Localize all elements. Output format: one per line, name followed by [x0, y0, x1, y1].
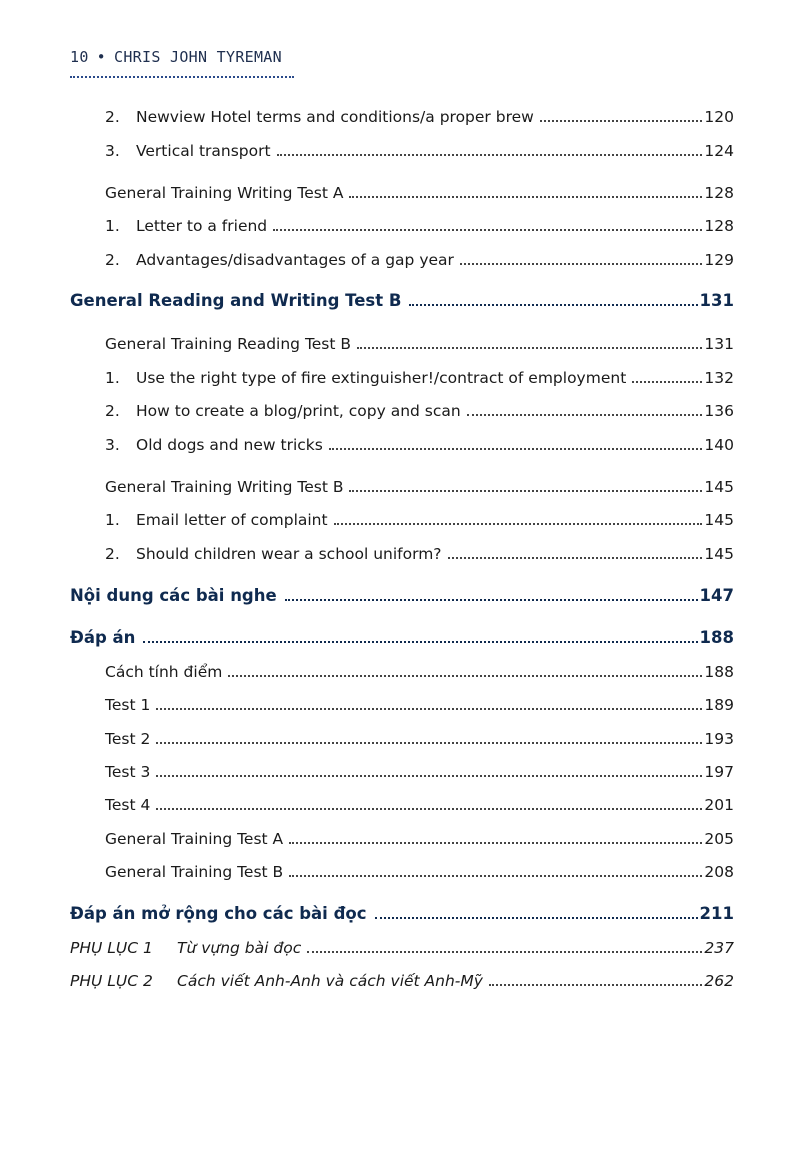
dot-leader — [289, 875, 702, 877]
dot-leader — [329, 448, 703, 450]
entry-page: 205 — [704, 830, 734, 848]
dot-leader — [632, 381, 702, 383]
entry-title: General Training Reading Test B — [105, 335, 352, 353]
toc-subsection — [105, 794, 734, 816]
entry-number: 2. — [105, 251, 120, 269]
toc-entry — [105, 106, 734, 128]
entry-page: 131 — [704, 335, 734, 353]
section-page: 131 — [699, 291, 734, 310]
entry-title: Test 2 — [105, 730, 151, 748]
entry-page: 201 — [704, 796, 734, 814]
entry-page: 129 — [704, 251, 734, 269]
entry-number: 1. — [105, 511, 120, 529]
dot-leader — [349, 490, 702, 492]
entry-page: 189 — [704, 696, 734, 714]
dot-leader — [285, 599, 698, 601]
entry-page: 132 — [704, 369, 734, 387]
entry-title: Từ vựng bài đọc — [177, 939, 302, 957]
toc-entry — [105, 215, 734, 237]
section-page: 211 — [699, 904, 734, 923]
entry-title: General Training Test A — [105, 830, 284, 848]
entry-title: Letter to a friend — [136, 217, 268, 235]
entry-page: 128 — [704, 217, 734, 235]
section-title: General Reading and Writing Test B — [70, 291, 402, 310]
toc-subsection — [105, 476, 734, 498]
dot-leader — [143, 641, 697, 643]
entry-page: 136 — [704, 402, 734, 420]
toc-entry — [105, 249, 734, 271]
entry-number: 2. — [105, 402, 120, 420]
entry-title: Advantages/disadvantages of a gap year — [136, 251, 454, 269]
dot-leader — [156, 742, 702, 744]
entry-title: Email letter of complaint — [136, 511, 328, 529]
dot-leader — [289, 842, 702, 844]
entry-number: 1. — [105, 369, 120, 387]
dot-leader — [448, 557, 703, 559]
entry-page: 145 — [704, 511, 734, 529]
author-name: CHRIS JOHN TYREMAN — [114, 48, 282, 66]
dot-leader — [334, 523, 703, 525]
entry-title: General Training Writing Test B — [105, 478, 344, 496]
entry-title: How to create a blog/print, copy and scan — [136, 402, 461, 420]
entry-page: 120 — [704, 108, 734, 126]
page-number: 10 — [70, 48, 89, 66]
section-title: Nội dung các bài nghe — [70, 586, 277, 605]
toc-subsection — [105, 333, 734, 355]
entry-title: Test 1 — [105, 696, 151, 714]
dot-leader — [409, 304, 697, 306]
dot-leader — [156, 708, 702, 710]
entry-title: Vertical transport — [136, 142, 271, 160]
toc-appendix — [70, 937, 734, 959]
entry-title: General Training Writing Test A — [105, 184, 344, 202]
dot-leader — [467, 414, 703, 416]
entry-page: 193 — [704, 730, 734, 748]
toc-entry — [105, 400, 734, 422]
toc-section — [70, 290, 734, 312]
entry-number: 3. — [105, 436, 120, 454]
dot-leader — [228, 675, 702, 677]
entry-page: 188 — [704, 663, 734, 681]
toc-subsection — [105, 828, 734, 850]
header-separator: • — [96, 48, 107, 66]
section-page: 188 — [699, 628, 734, 647]
entry-page: 140 — [704, 436, 734, 454]
entry-page: 145 — [704, 545, 734, 563]
entry-title: Should children wear a school uniform? — [136, 545, 442, 563]
dot-leader — [156, 775, 702, 777]
toc-entry — [105, 543, 734, 565]
appendix-label: PHỤ LỤC 1 — [70, 939, 153, 957]
dot-leader — [156, 808, 702, 810]
dot-leader — [489, 984, 702, 986]
entry-page: 237 — [704, 939, 734, 957]
entry-title: Old dogs and new tricks — [136, 436, 323, 454]
entry-title: General Training Test B — [105, 863, 284, 881]
entry-title: Newview Hotel terms and conditions/a proper brew — [136, 108, 534, 126]
toc-section — [70, 585, 734, 607]
entry-page: 262 — [704, 972, 734, 990]
dot-leader — [273, 229, 702, 231]
entry-title: Use the right type of fire extinguisher!/contract of employment — [136, 369, 627, 387]
toc-subsection — [105, 182, 734, 204]
entry-title: Cách tính điểm — [105, 663, 223, 681]
entry-number: 3. — [105, 142, 120, 160]
entry-number: 2. — [105, 108, 120, 126]
dot-leader — [460, 263, 703, 265]
toc-entry — [105, 367, 734, 389]
dot-leader — [375, 917, 698, 919]
entry-title: Test 3 — [105, 763, 151, 781]
dot-leader — [349, 196, 702, 198]
dot-leader — [357, 347, 702, 349]
entry-number: 1. — [105, 217, 120, 235]
appendix-label: PHỤ LỤC 2 — [70, 972, 153, 990]
toc-section — [70, 627, 734, 649]
dot-leader — [307, 951, 702, 953]
toc-subsection — [105, 728, 734, 750]
entry-title: Test 4 — [105, 796, 151, 814]
toc-subsection — [105, 661, 734, 683]
entry-page: 197 — [704, 763, 734, 781]
toc-entry — [105, 434, 734, 456]
entry-number: 2. — [105, 545, 120, 563]
section-title: Đáp án — [70, 628, 136, 647]
entry-page: 145 — [704, 478, 734, 496]
toc-section — [70, 903, 734, 925]
section-title: Đáp án mở rộng cho các bài đọc — [70, 904, 367, 923]
entry-page: 208 — [704, 863, 734, 881]
dot-leader — [277, 154, 703, 156]
toc-subsection — [105, 861, 734, 883]
toc-subsection — [105, 761, 734, 783]
toc-subsection — [105, 694, 734, 716]
dot-leader — [540, 120, 703, 122]
entry-page: 124 — [704, 142, 734, 160]
section-page: 147 — [699, 586, 734, 605]
entry-title: Cách viết Anh-Anh và cách viết Anh-Mỹ — [177, 972, 483, 990]
toc-entry — [105, 509, 734, 531]
toc-entry — [105, 140, 734, 162]
toc-appendix — [70, 970, 734, 992]
entry-page: 128 — [704, 184, 734, 202]
